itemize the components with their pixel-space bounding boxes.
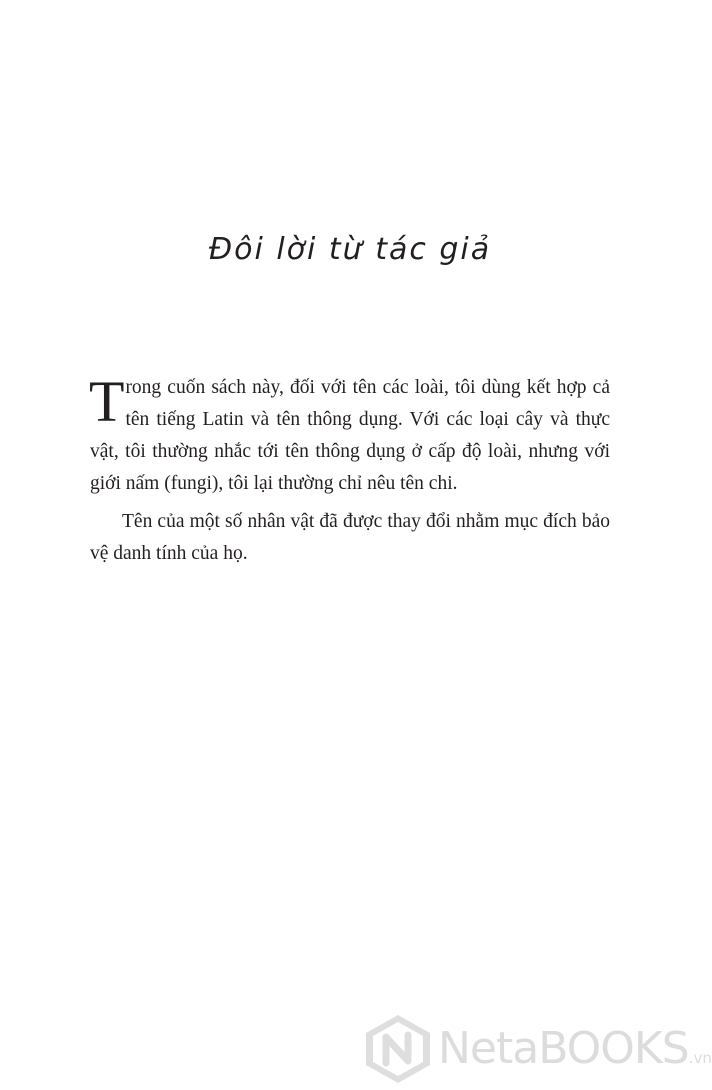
watermark <box>362 1012 712 1086</box>
netabooks-logo-icon <box>362 1012 434 1086</box>
page-title: Đôi lời từ tác giả <box>208 232 492 267</box>
paragraph-1-text: rong cuốn sách này, đối với tên các loài, tôi dùng kết hợp cả tên tiếng Latin và tên thông dụng. Với các loại cây và thực vật, tôi thường nhắc tới tên thông dụng ở cấp độ loài, nhưng với giới nấm (fungi), tôi lại thường chỉ nêu tên chi. <box>90 377 610 494</box>
watermark-text <box>438 1022 712 1085</box>
watermark-brand: NetaBOOKS <box>438 1023 689 1074</box>
watermark-suffix: .vn <box>688 1049 712 1067</box>
drop-cap: T <box>89 369 125 434</box>
body-text <box>89 369 610 570</box>
paragraph-1 <box>89 369 610 500</box>
paragraph-2: Tên của một số nhân vật đã được thay đổi nhằm mục đích bảo vệ danh tính của họ. <box>90 511 610 564</box>
